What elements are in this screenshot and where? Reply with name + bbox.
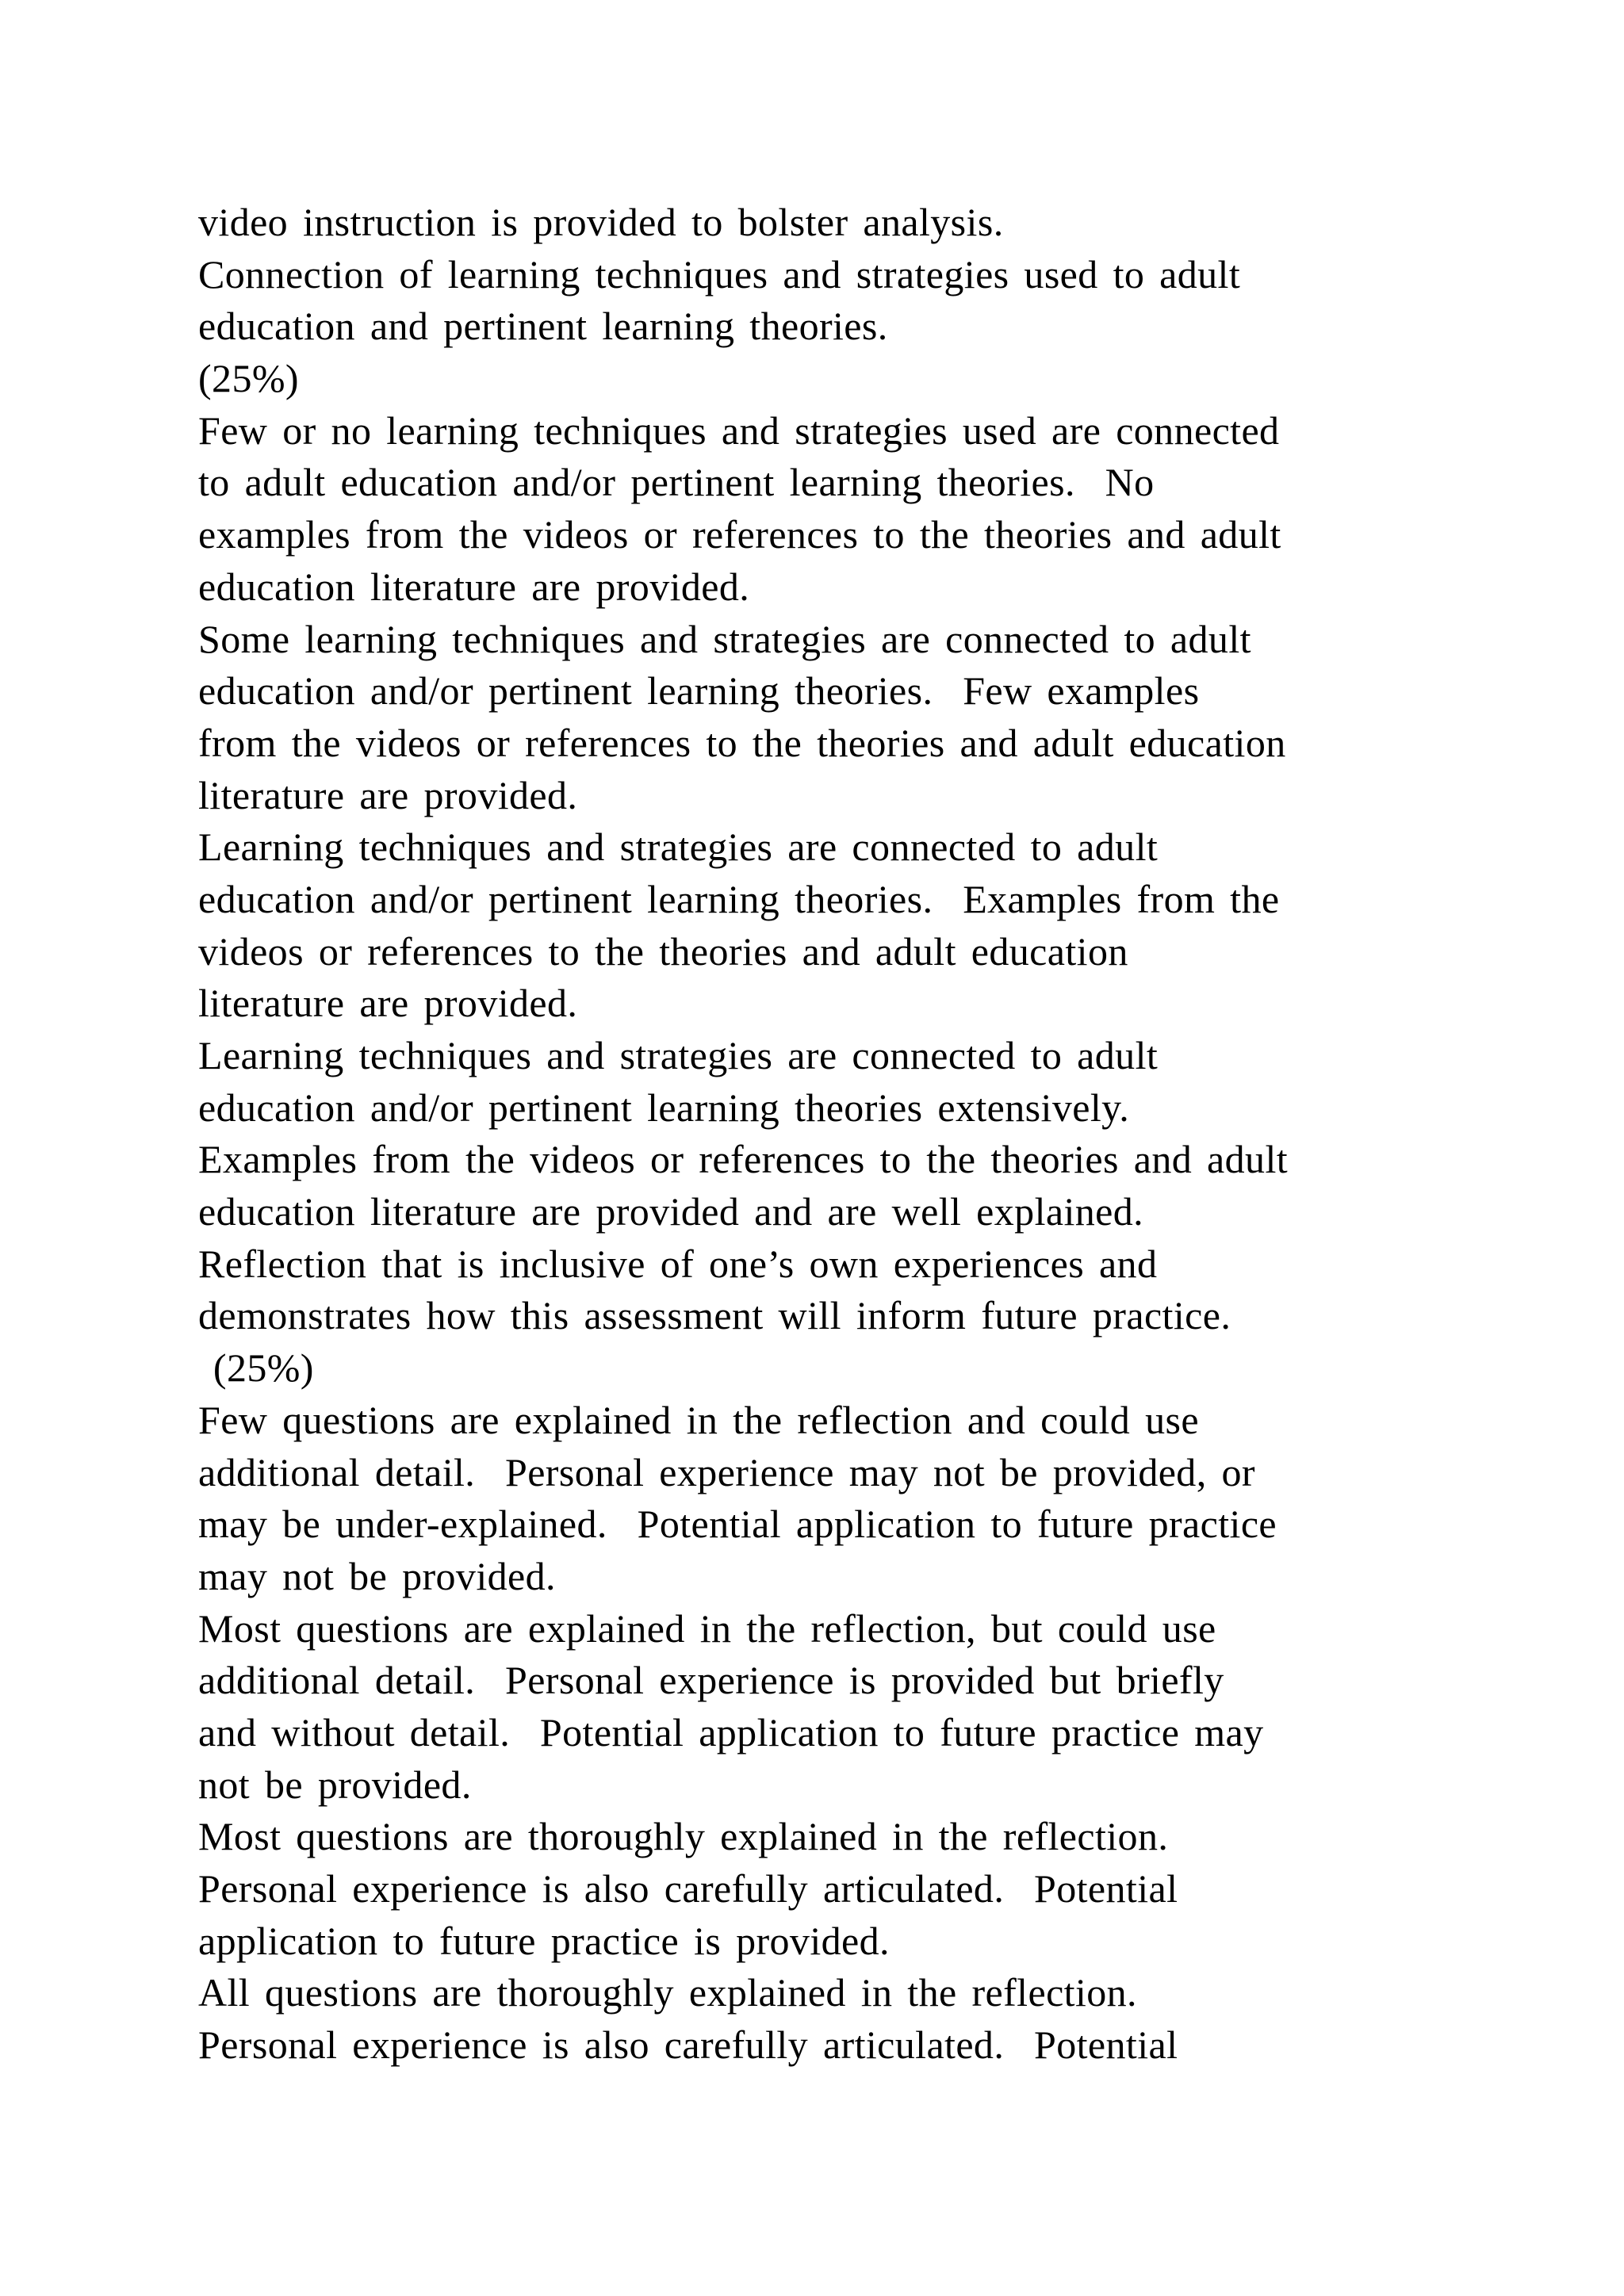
text-line: demonstrates how this assessment will inform future practice. bbox=[198, 1293, 1231, 1338]
text-line: to adult education and/or pertinent learning theories. No bbox=[198, 460, 1155, 505]
text-line: additional detail. Personal experience may not be provided, or bbox=[198, 1449, 1255, 1494]
text-line: (25%) bbox=[198, 356, 299, 401]
text-line: Learning techniques and strategies are connected to adult bbox=[198, 825, 1159, 870]
text-line: literature are provided. bbox=[198, 981, 578, 1026]
text-line: literature are provided. bbox=[198, 772, 578, 817]
text-line: from the videos or references to the theories and adult education bbox=[198, 720, 1286, 765]
text-line: Connection of learning techniques and strategies used to adult bbox=[198, 251, 1241, 297]
text-line: education and/or pertinent learning theories extensively. bbox=[198, 1085, 1130, 1130]
text-line: may be under-explained. Potential application to future practice bbox=[198, 1502, 1277, 1547]
text-line: (25%) bbox=[198, 1345, 314, 1391]
text-line: not be provided. bbox=[198, 1762, 472, 1807]
text-line: video instruction is provided to bolster analysis. bbox=[198, 200, 1004, 244]
text-line: education and/or pertinent learning theories. Examples from the bbox=[198, 876, 1280, 921]
text-line: Most questions are thoroughly explained in the reflection. bbox=[198, 1814, 1169, 1859]
text-line: Some learning techniques and strategies are connected to adult bbox=[198, 616, 1251, 661]
text-line: and without detail. Potential application to future practice may bbox=[198, 1709, 1264, 1755]
text-line: Few or no learning techniques and strategies used are connected bbox=[198, 408, 1280, 453]
text-line: Reflection that is inclusive of one’s own experiences and bbox=[198, 1241, 1158, 1286]
text-line: Most questions are explained in the reflection, but could use bbox=[198, 1605, 1216, 1651]
text-line: videos or references to the theories and adult education bbox=[198, 928, 1128, 974]
text-line: Learning techniques and strategies are connected to adult bbox=[198, 1033, 1159, 1077]
text-line: may not be provided. bbox=[198, 1553, 556, 1598]
document-body bbox=[198, 197, 1483, 2072]
text-line: Few questions are explained in the reflection and could use bbox=[198, 1397, 1199, 1442]
text-line: education literature are provided and are well explained. bbox=[198, 1189, 1144, 1234]
text-line: education literature are provided. bbox=[198, 564, 750, 609]
text-line: Examples from the videos or references to the theories and adult bbox=[198, 1137, 1289, 1182]
text-line: Personal experience is also carefully articulated. Potential bbox=[198, 2022, 1178, 2068]
text-line: education and/or pertinent learning theories. Few examples bbox=[198, 668, 1200, 714]
text-line: examples from the videos or references to the theories and adult bbox=[198, 512, 1281, 557]
text-line: application to future practice is provided. bbox=[198, 1918, 890, 1963]
text-line: Personal experience is also carefully articulated. Potential bbox=[198, 1866, 1178, 1911]
text-line: education and pertinent learning theories. bbox=[198, 304, 888, 349]
text-line: additional detail. Personal experience is provided but briefly bbox=[198, 1658, 1224, 1703]
text-line: All questions are thoroughly explained in the reflection. bbox=[198, 1970, 1137, 2015]
